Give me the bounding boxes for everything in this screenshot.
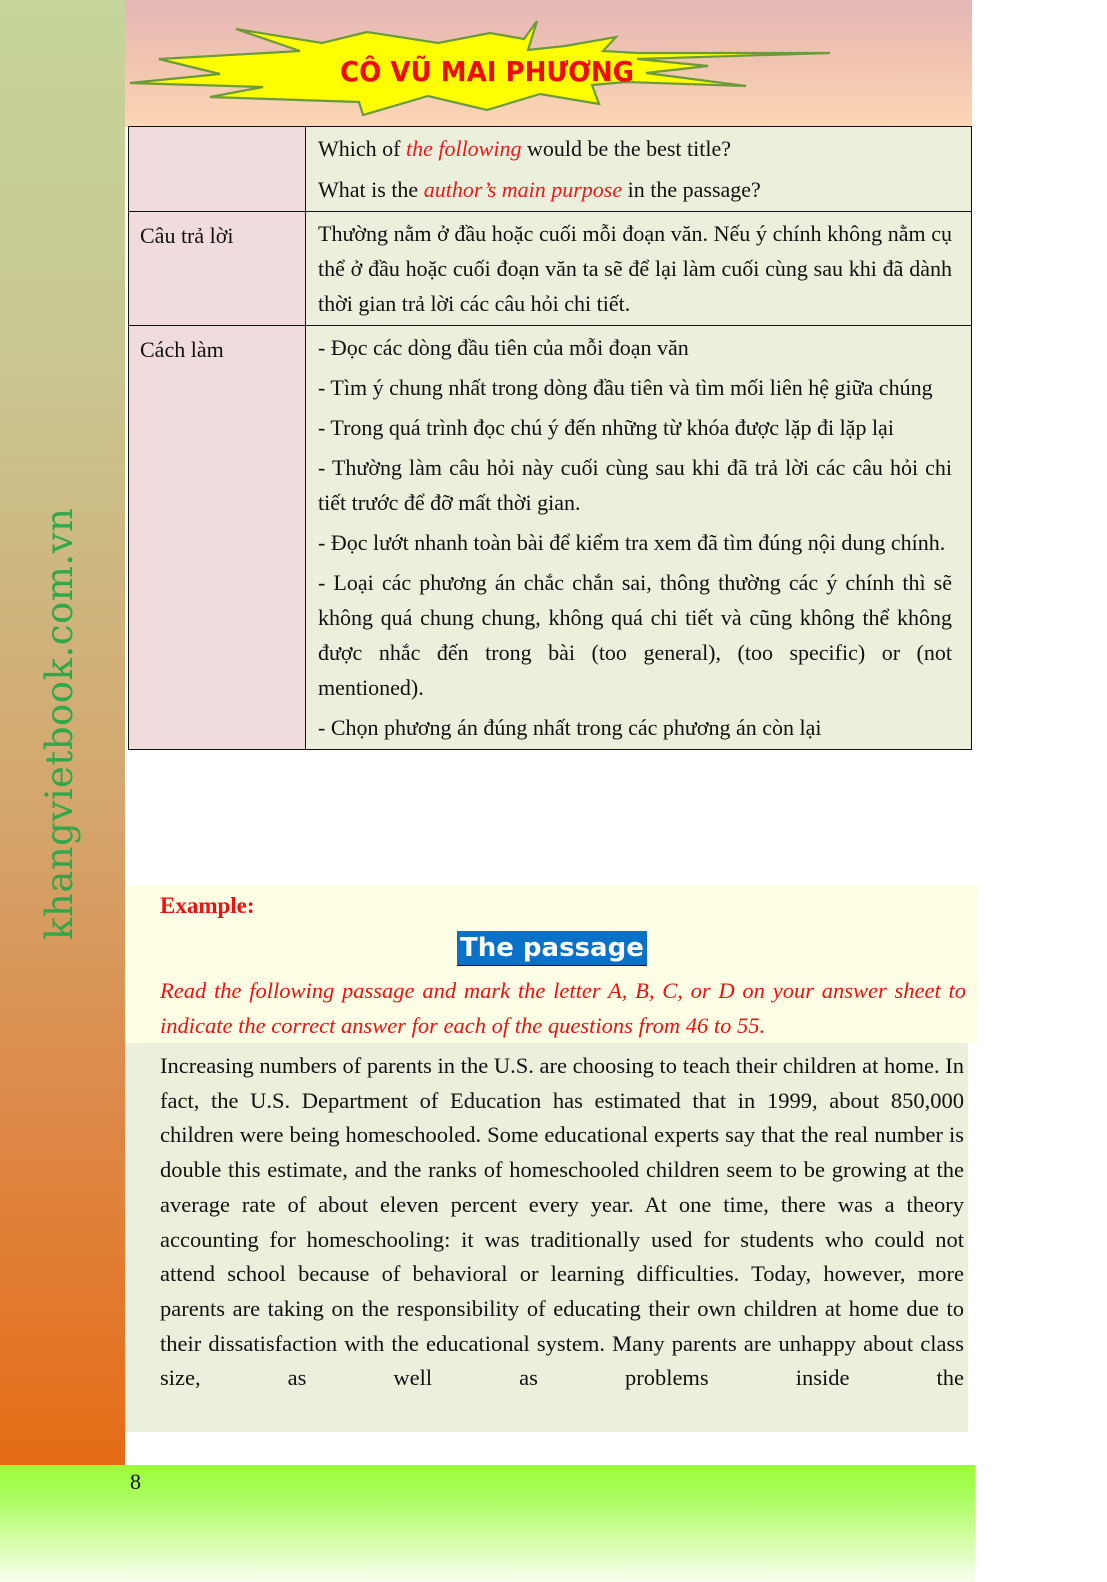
passage-text: Increasing numbers of parents in the U.S. are choosing to teach their children at home. In fact, the U.S. Department of Education has estimated that in 1999, about 850,000 children were being homeschooled. Some educational experts say that the real number is double this estimate, and the ranks of homeschooled children seem to be growing at the average rate of about eleven percent every year. At one time, there was a theory accounting for homeschooling: it was traditionally used for students who could not attend school because of behavioral or learning difficulties. Today, however, more parents are taking on the responsibility of educating their own children at home due to their dissatisfaction with the educational system. Many parents are unhappy about class size, as well as problems inside the bbox=[160, 1053, 964, 1391]
table-row-method bbox=[129, 326, 972, 750]
table-row-questions bbox=[129, 127, 972, 212]
highlighted-phrase: author’s main purpose bbox=[423, 177, 623, 202]
method-step: - Trong quá trình đọc chú ý đến những từ khóa được lặp đi lặp lại bbox=[318, 415, 894, 440]
row-label: Câu trả lời bbox=[129, 212, 306, 326]
sidebar-band bbox=[0, 0, 125, 1465]
page-number: 8 bbox=[130, 1469, 141, 1494]
row-label: Cách làm bbox=[129, 326, 306, 750]
method-step: - Thường làm câu hỏi này cuối cùng sau khi đã trả lời các câu hỏi chi tiết trước để đỡ mất thời gian. bbox=[318, 455, 952, 515]
page-footer bbox=[0, 1465, 975, 1582]
text-segment: in the passage? bbox=[622, 177, 761, 202]
answer-location-text: Thường nằm ở đầu hoặc cuối mỗi đoạn văn. Nếu ý chính không nằm cụ thể ở đầu hoặc cuối đoạn văn ta sẽ để lại làm cuối cùng sau khi đã dành thời gian trả lời các câu hỏi chi tiết. bbox=[306, 212, 972, 326]
method-step: - Đọc các dòng đầu tiên của mỗi đoạn văn bbox=[318, 335, 689, 360]
main-idea-method-table bbox=[128, 126, 972, 750]
row-label bbox=[129, 127, 306, 212]
text-segment: Which of bbox=[318, 136, 406, 161]
highlighted-phrase: the following bbox=[405, 136, 522, 161]
method-step: - Loại các phương án chắc chắn sai, thông thường các ý chính thì sẽ không quá chung chung, không quá chi tiết và cũng không thể không được nhắc đến trong bài (too general), (too specific) or (not mentioned). bbox=[318, 570, 952, 700]
text-segment: would be the best title? bbox=[521, 136, 732, 161]
method-step: - Đọc lướt nhanh toàn bài để kiểm tra xem đã tìm đúng nội dung chính. bbox=[318, 530, 946, 555]
question-examples bbox=[306, 127, 972, 212]
page-header bbox=[125, 0, 972, 127]
method-step: - Tìm ý chung nhất trong dòng đầu tiên và tìm mối liên hệ giữa chúng bbox=[318, 375, 933, 400]
reading-passage bbox=[125, 1043, 968, 1432]
method-steps bbox=[306, 326, 972, 750]
exercise-instructions: Read the following passage and mark the letter A, B, C, or D on your answer sheet to indicate the correct answer for each of the questions from 46 to 55. bbox=[160, 978, 966, 1038]
author-title: CÔ VŨ MAI PHƯƠNG bbox=[340, 55, 635, 88]
passage-heading: The passage bbox=[457, 931, 647, 966]
table-row-answer bbox=[129, 212, 972, 326]
text-segment: What is the bbox=[318, 177, 424, 202]
question-line bbox=[318, 172, 952, 207]
method-step: - Chọn phương án đúng nhất trong các phương án còn lại bbox=[318, 715, 822, 740]
question-line bbox=[318, 131, 952, 166]
example-label: Example: bbox=[160, 893, 255, 918]
watermark-text: khangvietbook.com.vn bbox=[38, 507, 81, 940]
example-section bbox=[125, 885, 977, 1043]
